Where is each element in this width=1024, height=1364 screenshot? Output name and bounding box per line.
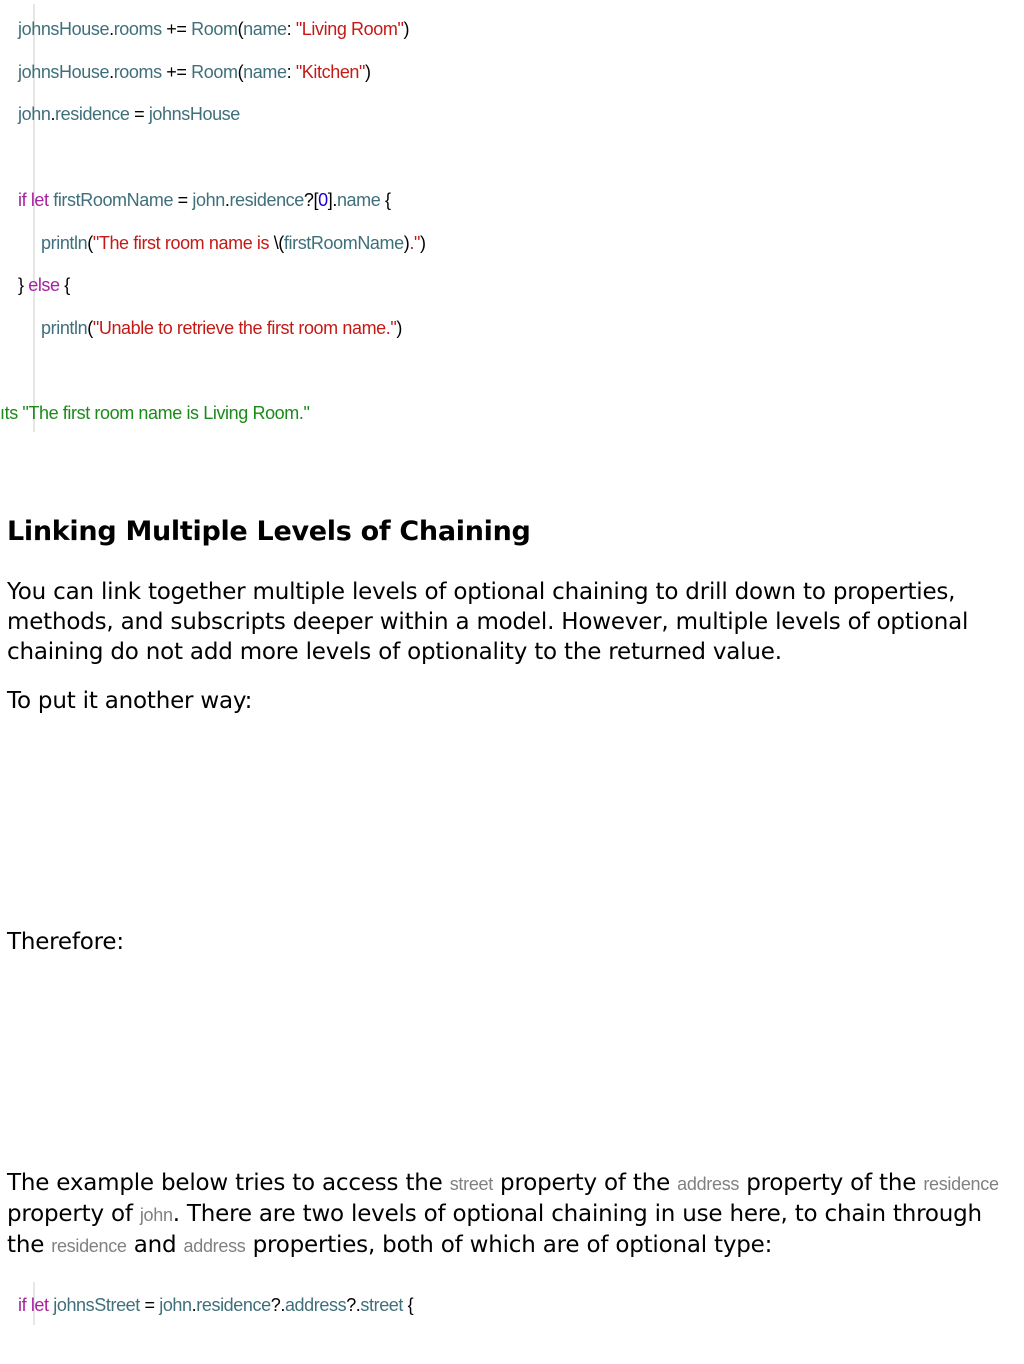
code-token: { (59, 275, 70, 296)
code-token: rooms (113, 19, 162, 39)
code-token: address (284, 1295, 347, 1315)
code-token: . (50, 104, 56, 125)
code-token: += (161, 19, 192, 39)
code-line (18, 316, 402, 340)
code-token: else (28, 275, 60, 296)
code-token: rooms (113, 61, 162, 82)
code-token: firstRoomName (53, 189, 174, 210)
code-token: john (192, 189, 225, 210)
code-token: ]. (327, 189, 337, 210)
code-line (18, 188, 391, 212)
inline-code: residence (923, 1174, 999, 1194)
inline-code: address (677, 1174, 740, 1194)
code-line (0, 401, 309, 425)
code-token: let (30, 189, 49, 210)
paragraph-text: . There are two levels of optional chaining in use here, to chain through the (7, 1201, 982, 1258)
code-token: \( (273, 232, 284, 253)
code-token: = (173, 189, 193, 210)
code-token: "Unable to retrieve the first room name." (92, 317, 397, 338)
code-token: johnsHouse (18, 61, 110, 82)
code-token: residence (55, 104, 130, 125)
code-token (18, 318, 41, 338)
code-line (18, 273, 70, 297)
code-token: "The first room name is (92, 232, 274, 253)
inline-code: address (183, 1236, 246, 1256)
paragraph-text: property of (7, 1201, 140, 1227)
code-token (18, 233, 41, 253)
code-token: Room (191, 19, 238, 39)
code-token: : (286, 61, 296, 82)
paragraph-therefore: Therefore: (7, 929, 124, 955)
code-token: 0 (318, 189, 328, 210)
code-token: ) (365, 61, 371, 82)
inline-code: street (449, 1174, 493, 1194)
code-token: residence (229, 189, 304, 210)
code-token: . (109, 61, 114, 82)
code-token: ( (237, 19, 244, 39)
code-token: . (224, 189, 230, 210)
code-token: "Living Room" (295, 19, 404, 39)
code-token: let (30, 1295, 49, 1315)
code-token: : (286, 19, 296, 39)
code-token: johnsStreet (53, 1295, 140, 1315)
code-token: { (380, 189, 391, 210)
code-token: if (18, 1295, 27, 1315)
code-block-top (0, 0, 1010, 440)
code-token: . (191, 1295, 197, 1315)
paragraph-example (7, 1168, 1012, 1261)
code-token: += (161, 61, 192, 82)
code-token: ( (87, 232, 93, 253)
code-token: firstRoomName (283, 232, 404, 253)
paragraph-text: properties, both of which are of optional type: (245, 1232, 773, 1258)
code-token: name (336, 189, 381, 210)
paragraph-intro: You can link together multiple levels of optional chaining to drill down to properties, methods, and subscripts deeper within a model. However, multiple levels of optional chaining do not add more levels of optionality to the returned value. (7, 579, 969, 665)
code-token: Room (191, 61, 238, 82)
code-token: println (41, 232, 88, 253)
code-token: ." (409, 232, 420, 253)
code-token: . (109, 19, 114, 39)
paragraph-text: The example below tries to access the (7, 1170, 450, 1196)
code-token: john (18, 104, 51, 125)
code-token: ) (403, 19, 410, 39)
code-token: ) (419, 232, 426, 253)
code-line (18, 231, 426, 255)
paragraph-another-way: To put it another way: (7, 688, 253, 714)
code-token: } (18, 275, 29, 296)
code-token: name (243, 19, 287, 39)
code-token: ?. (346, 1295, 361, 1315)
code-token: "Kitchen" (295, 61, 366, 82)
code-line (18, 1293, 413, 1317)
code-token: { (403, 1295, 414, 1315)
inline-code: john (139, 1205, 173, 1225)
section-heading: Linking Multiple Levels of Chaining (7, 516, 531, 547)
code-token: = (129, 104, 149, 125)
code-token: if (18, 189, 27, 210)
code-token: ?[ (303, 189, 319, 210)
paragraph-text: property of the (492, 1170, 678, 1196)
code-token: johnsHouse (148, 104, 240, 125)
code-token: println (41, 317, 88, 338)
code-token: ) (396, 317, 402, 338)
code-token: street (360, 1295, 404, 1315)
code-line (18, 60, 371, 84)
code-line (18, 102, 240, 126)
code-token: = (139, 1295, 160, 1315)
inline-code: residence (51, 1236, 127, 1256)
code-token: ( (237, 61, 244, 82)
code-token: residence (196, 1295, 271, 1315)
code-block-bottom (0, 1280, 1010, 1325)
paragraph-text: and (126, 1232, 184, 1258)
code-token: john (159, 1295, 192, 1315)
code-token: ( (87, 317, 93, 338)
code-line (18, 17, 409, 41)
code-token: name (243, 61, 287, 82)
code-token: ) (403, 232, 410, 253)
paragraph-text: property of the (739, 1170, 924, 1196)
code-token: ıts "The first room name is Living Room." (0, 403, 310, 424)
code-token: ?. (270, 1295, 285, 1315)
code-token: johnsHouse (18, 19, 110, 39)
